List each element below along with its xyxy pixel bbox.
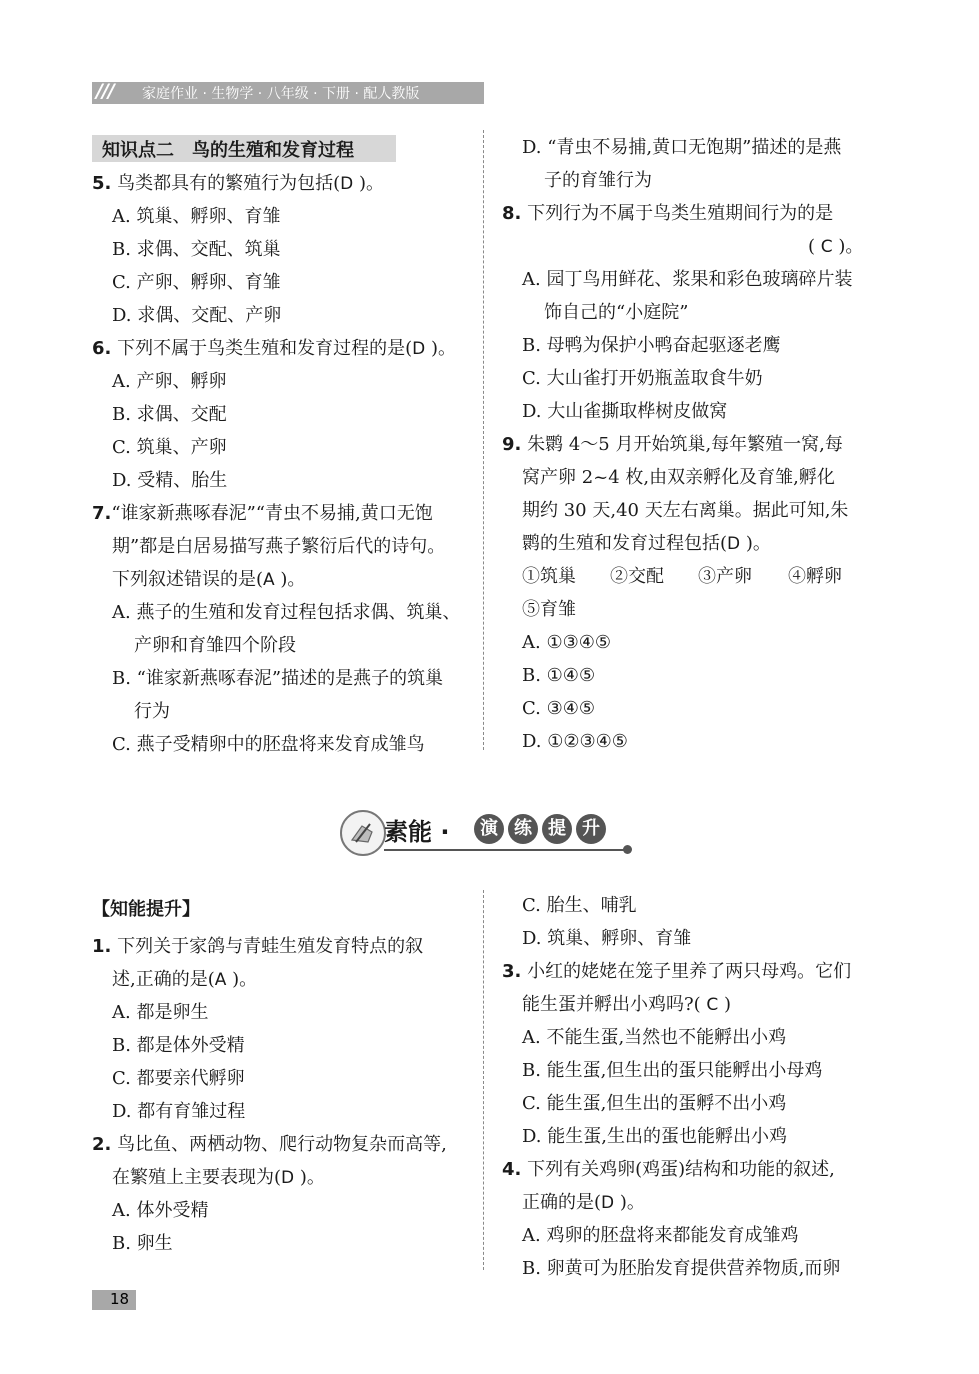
q6-option-b: B. 求偶、交配 [112,404,227,425]
p3-option-b: B. 能生蛋,但生出的蛋只能孵出小母鸡 [522,1060,823,1081]
column-divider-bottom [483,890,484,1270]
q7-option-d-line2: 子的育雏行为 [544,170,652,191]
p4-answer: D [601,1193,615,1213]
q9-option-d: D. ①②③④⑤ [522,731,628,752]
section-title-text: 知识点二 鸟的生殖和发育过程 [102,140,354,161]
q9-item-5: ⑤育雏 [522,599,576,620]
q6-option-a: A. 产卵、孵卵 [112,371,227,392]
p2-option-b: B. 卵生 [112,1233,173,1254]
q8-stem: 下列行为不属于鸟类生殖期间行为的是 [527,203,834,224]
column-divider-top [483,130,484,750]
p1-option-a: A. 都是卵生 [112,1002,209,1023]
p2-line2: 在繁殖上主要表现为( [112,1167,282,1188]
running-header [92,82,484,104]
q8-number: 8. [502,203,522,224]
q5-end: )。 [358,173,384,194]
p3-line2: 能生蛋并孵出小鸡吗?( [522,994,701,1015]
q7-option-a-line1: A. 燕子的生殖和发育过程包括求偶、筑巢、 [112,602,461,623]
q7-option-c: C. 燕子受精卵中的胚盘将来发育成雏鸟 [112,734,425,755]
p1-option-b: B. 都是体外受精 [112,1035,245,1056]
section-banner [340,808,630,858]
q8-answer: C [820,237,833,257]
q8-option-a-line1: A. 园丁鸟用鲜花、浆果和彩色玻璃碎片装 [522,269,853,290]
p3-number: 3. [502,961,522,982]
q5-answer: D [340,174,354,194]
header-slashes: /// [96,80,114,102]
p2-option-a: A. 体外受精 [112,1200,209,1221]
page-number: 18 [110,1290,130,1308]
p2-answer: D [281,1168,295,1188]
q6-number: 6. [92,338,112,359]
q9-end: )。 [745,533,771,554]
p3-option-a: A. 不能生蛋,当然也不能孵出小鸡 [522,1027,787,1048]
p3-end: ) [724,994,732,1015]
q9-option-a: A. ①③④⑤ [522,632,611,653]
p4-end: )。 [619,1192,645,1213]
p4-line1: 下列有关鸡卵(鸡蛋)结构和功能的叙述, [527,1159,835,1180]
p1-end: )。 [232,969,258,990]
q7-option-b-line1: B. “谁家新燕啄春泥”描述的是燕子的筑巢 [112,668,444,689]
q9-line1: 朱鹮 4～5 月开始筑巢,每年繁殖一窝,每 [527,434,843,455]
p2-end: )。 [299,1167,325,1188]
q8-end: )。 [838,236,864,257]
q9-line3: 期约 30 天,40 天左右离巢。据此可知,朱 [522,500,849,521]
q5-option-b: B. 求偶、交配、筑巢 [112,239,281,260]
q6-option-c: C. 筑巢、产卵 [112,437,227,458]
p3-option-d: D. 能生蛋,生出的蛋也能孵出小鸡 [522,1126,787,1147]
q7-end: )。 [280,569,306,590]
p4-line2: 正确的是( [522,1192,602,1213]
p2-line1: 鸟比鱼、两栖动物、爬行动物复杂而高等, [117,1134,447,1155]
q5-option-a: A. 筑巢、孵卵、育雏 [112,206,281,227]
q5-number: 5. [92,173,112,194]
q8-option-b: B. 母鸭为保护小鸭奋起驱逐老鹰 [522,335,781,356]
q8-option-c: C. 大山雀打开奶瓶盖取食牛奶 [522,368,763,389]
q6-answer: D [412,339,426,359]
banner-title: 素能 · [384,818,450,846]
p3-option-c: C. 能生蛋,但生出的蛋孵不出小鸡 [522,1093,787,1114]
p2-number: 2. [92,1134,112,1155]
q7-option-d-line1: D. “青虫不易捕,黄口无饱期”描述的是燕 [522,137,842,158]
section-title [92,135,396,162]
q7-option-b-line2: 行为 [134,701,170,722]
q8-option-a-line2: 饰自己的“小庭院” [544,302,689,323]
banner-char-3: 提 [542,814,572,844]
q9-item-3: ③产卵 [698,566,752,587]
q9-item-2: ②交配 [610,566,664,587]
q5-option-d: D. 求偶、交配、产卵 [112,305,282,326]
page-number-box [92,1290,136,1310]
q8-option-d: D. 大山雀撕取桦树皮做窝 [522,401,728,422]
q7-option-a-line2: 产卵和育雏四个阶段 [134,635,296,656]
q7-line1: “谁家新燕啄春泥”“青虫不易捕,黄口无饱 [111,503,433,524]
q9-line4: 鹮的生殖和发育过程包括( [522,533,728,554]
banner-char-1: 演 [474,814,504,844]
p3-line1: 小红的姥姥在笼子里养了两只母鸡。它们 [527,961,852,982]
q9-option-b: B. ①④⑤ [522,665,596,686]
p1-option-d: D. 都有育雏过程 [112,1101,246,1122]
q5-stem: 鸟类都具有的繁殖行为包括( [117,173,341,194]
header-text: 家庭作业 · 生物学 · 八年级 · 下册 · 配人教版 [142,86,420,102]
p1-line2: 述,正确的是( [112,969,215,990]
q7-number: 7. [92,503,112,524]
p2-option-d: D. 筑巢、孵卵、育雏 [522,928,692,949]
p1-number: 1. [92,936,112,957]
q9-item-1: ①筑巢 [522,566,576,587]
q7-answer: A [263,570,275,590]
p4-number: 4. [502,1159,522,1180]
p1-answer: A [214,970,227,990]
banner-underline [384,849,630,851]
banner-char-2: 练 [508,814,538,844]
subsection-title: 【知能提升】 [92,899,200,920]
q7-line2: 期”都是白居易描写燕子繁衍后代的诗句。 [112,536,446,557]
q9-item-4: ④孵卵 [788,566,842,587]
q6-end: )。 [430,338,456,359]
q9-answer: D [727,534,741,554]
banner-emblem-icon [340,810,386,856]
banner-char-4: 升 [576,814,606,844]
q7-line3: 下列叙述错误的是( [112,569,264,590]
q9-number: 9. [502,434,522,455]
p1-option-c: C. 都要亲代孵卵 [112,1068,245,1089]
q9-option-c: C. ③④⑤ [522,698,595,719]
q5-option-c: C. 产卵、孵卵、育雏 [112,272,281,293]
q9-line2: 窝产卵 2~4 枚,由双亲孵化及育雏,孵化 [522,467,835,488]
q6-stem: 下列不属于鸟类生殖和发育过程的是( [117,338,413,359]
p4-option-b: B. 卵黄可为胚胎发育提供营养物质,而卵 [522,1258,841,1279]
q6-option-d: D. 受精、胎生 [112,470,228,491]
p1-line1: 下列关于家鸽与青蛙生殖发育特点的叙 [117,936,424,957]
banner-dot [623,845,632,854]
p2-option-c: C. 胎生、哺乳 [522,895,637,916]
p4-option-a: A. 鸡卵的胚盘将来都能发育成雏鸡 [522,1225,799,1246]
p3-answer: C [706,995,719,1015]
q8-open: ( [808,236,816,257]
